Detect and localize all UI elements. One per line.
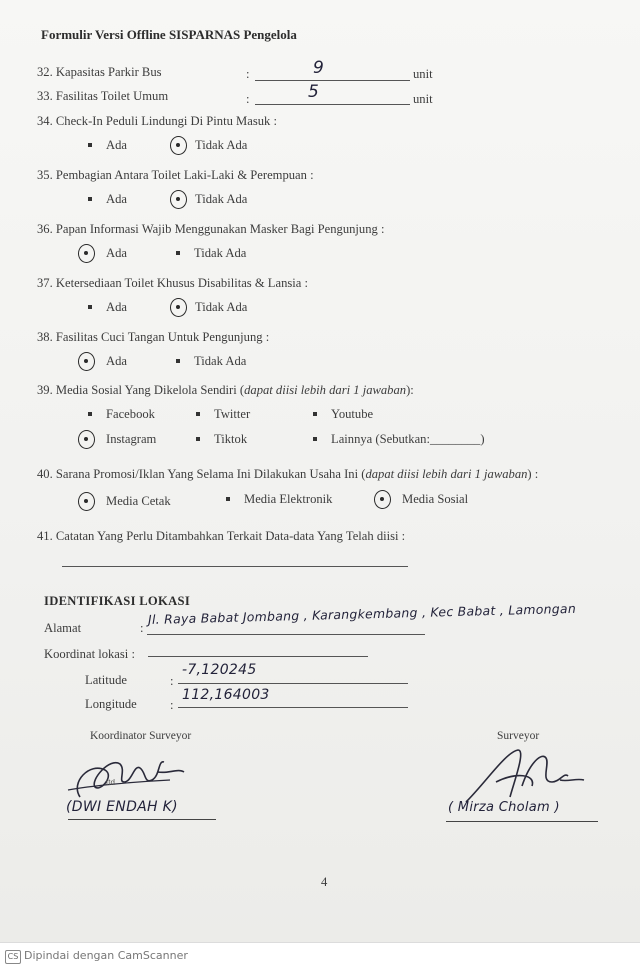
alamat-colon: : [140, 621, 144, 635]
q33-underline [255, 104, 410, 105]
q40-label: 40. Sarana Promosi/Iklan Yang Selama Ini Dilakukan Usaha Ini (dapat diisi lebih dari 1 jawaban) : [37, 467, 539, 481]
koordinat-label: Koordinat lokasi : [44, 647, 135, 661]
q40-option-media-cetak: Media Cetak [106, 494, 171, 508]
left-signer-title: Koordinator Surveyor [90, 730, 192, 742]
q36-selected-mark [78, 244, 95, 263]
q39-option-instagram: Instagram [106, 432, 157, 446]
latitude-value: -7,120245 [182, 662, 257, 678]
q36-label: 36. Papan Informasi Wajib Menggunakan Masker Bagi Pengunjung : [37, 222, 385, 236]
page-number: 4 [321, 875, 328, 889]
q38-option-ada: Ada [106, 354, 127, 368]
q32-label: 32. Kapasitas Parkir Bus [37, 65, 162, 79]
latitude-underline [178, 683, 408, 684]
camscanner-text: Dipindai dengan CamScanner [24, 949, 188, 962]
bullet [196, 412, 200, 416]
q41-notes-line [62, 566, 408, 567]
q36-option-ada: Ada [106, 246, 127, 260]
q33-colon: : [246, 92, 250, 106]
right-signer-title: Surveyor [497, 730, 540, 742]
bullet [176, 251, 180, 255]
bullet [176, 359, 180, 363]
right-name-underline [446, 821, 598, 822]
bullet [196, 437, 200, 441]
alamat-value: Jl. Raya Babat Jombang , Karangkembang , Kec Babat , Lamongan [147, 600, 577, 627]
latitude-colon: : [170, 674, 174, 688]
q33-unit: unit [413, 92, 433, 106]
q34-option-ada: Ada [88, 138, 127, 153]
q33-label: 33. Fasilitas Toilet Umum [37, 89, 169, 103]
koordinat-underline [148, 656, 368, 657]
q36-option-tidak-ada: Tidak Ada [176, 246, 246, 261]
left-name-underline [68, 819, 216, 820]
longitude-underline [178, 707, 408, 708]
q39-option-youtube: Youtube [313, 407, 373, 422]
longitude-label: Longitude [85, 697, 137, 711]
q32-value: 9 [313, 58, 325, 78]
q37-option-tidak-ada: Tidak Ada [195, 300, 248, 314]
q40-selected-mark-sosial [374, 490, 391, 509]
bullet [88, 412, 92, 416]
q34-label: 34. Check-In Peduli Lindungi Di Pintu Masuk : [37, 114, 277, 128]
bullet [226, 497, 230, 501]
q38-option-tidak-ada: Tidak Ada [176, 354, 246, 369]
q32-colon: : [246, 67, 250, 81]
left-signature-ttd: ttd [106, 778, 115, 787]
form-title: Formulir Versi Offline SISPARNAS Pengelola [41, 27, 297, 42]
q39-option-twitter: Twitter [196, 407, 250, 422]
q37-label: 37. Ketersediaan Toilet Khusus Disabilitas & Lansia : [37, 276, 308, 290]
q39-option-tiktok: Tiktok [196, 432, 247, 447]
q35-option-ada: Ada [88, 192, 127, 207]
q34-option-tidak-ada: Tidak Ada [195, 138, 248, 152]
q40-option-media-sosial: Media Sosial [402, 492, 469, 506]
camscanner-footer [0, 942, 640, 970]
q35-label: 35. Pembagian Antara Toilet Laki-Laki & Perempuan : [37, 168, 314, 182]
q34-selected-mark [170, 136, 187, 155]
lokasi-heading: IDENTIFIKASI LOKASI [44, 594, 191, 608]
left-signer-name: (DWI ENDAH K) [66, 799, 178, 815]
alamat-underline [147, 634, 425, 635]
q33-value: 5 [308, 82, 320, 102]
bullet [88, 143, 92, 147]
q40-selected-mark-cetak [78, 492, 95, 511]
q41-label: 41. Catatan Yang Perlu Ditambahkan Terkait Data-data Yang Telah diisi : [37, 529, 406, 543]
bullet [313, 437, 317, 441]
longitude-colon: : [170, 698, 174, 712]
q35-option-tidak-ada: Tidak Ada [195, 192, 248, 206]
alamat-label: Alamat [44, 621, 82, 635]
latitude-label: Latitude [85, 673, 127, 687]
bullet [88, 197, 92, 201]
q37-option-ada: Ada [88, 300, 127, 315]
bullet [88, 305, 92, 309]
right-signer-name: ( Mirza Cholam ) [448, 800, 560, 815]
q37-selected-mark [170, 298, 187, 317]
q35-selected-mark [170, 190, 187, 209]
bullet [313, 412, 317, 416]
q32-underline [255, 80, 410, 81]
q39-option-lainnya: Lainnya (Sebutkan:________) [313, 432, 485, 447]
q38-label: 38. Fasilitas Cuci Tangan Untuk Pengunjung : [37, 330, 270, 344]
q32-unit: unit [413, 67, 433, 81]
longitude-value: 112,164003 [182, 687, 270, 703]
q38-selected-mark [78, 352, 95, 371]
q39-option-facebook: Facebook [88, 407, 155, 422]
q39-selected-mark [78, 430, 95, 449]
camscanner-logo-icon: CS [5, 950, 21, 964]
q40-option-media-elektronik: Media Elektronik [226, 492, 332, 507]
q39-label: 39. Media Sosial Yang Dikelola Sendiri (dapat diisi lebih dari 1 jawaban): [37, 383, 414, 397]
